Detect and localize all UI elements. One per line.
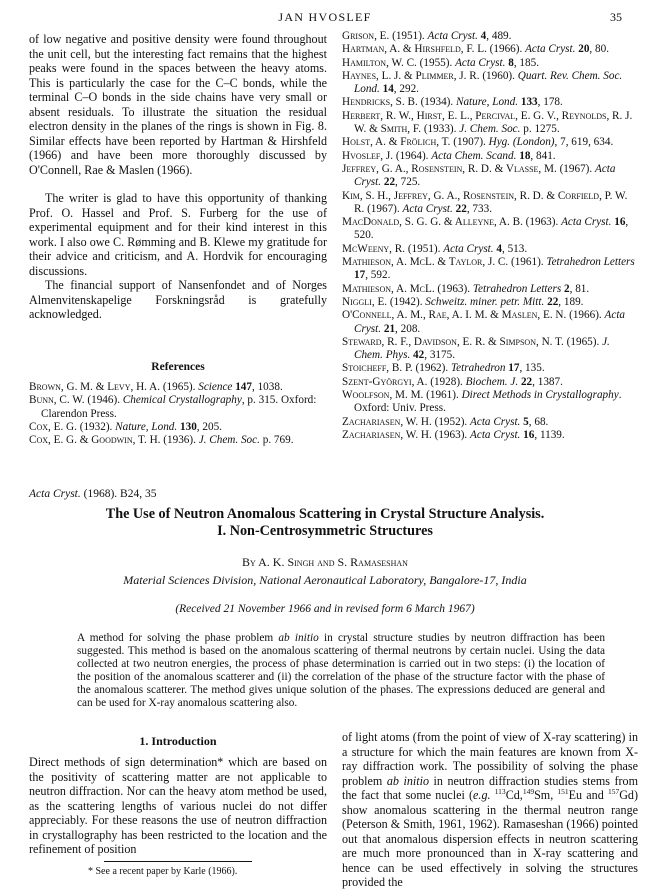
reference-journal: Acta Cryst. — [354, 162, 616, 189]
reference-entry — [29, 434, 327, 447]
reference-authors: Woolfson, M. M. — [342, 389, 424, 402]
citation-details: (1968). B24, 35 — [80, 488, 157, 500]
reference-journal: Nature, Lond. — [115, 420, 178, 433]
reference-year: (1966). — [566, 309, 605, 322]
abstract-text-start: A method for solving the phase problem — [77, 632, 279, 644]
reference-volume: 17 — [508, 362, 520, 375]
reference-volume: 16 — [614, 216, 626, 229]
reference-entry — [342, 296, 638, 309]
reference-year: (1933). — [421, 123, 460, 136]
reference-volume: 16 — [523, 428, 535, 441]
introduction-paragraph: Direct methods of sign determination* which are based on the positivity of scattering matter are not applicable to neutron diffraction. Nor can the heavy atom method be used, as the scattering lengths of various nuclei do not differ appreciably. For these reasons the use of neutron diffraction in crystallography has been restricted to the location and the refinement of position — [29, 755, 327, 856]
reference-entry — [342, 256, 638, 283]
intro-text-b: in neutron diffraction studies stems from the fact that some nuclei ( — [342, 773, 639, 802]
reference-pages: , 520. — [354, 216, 629, 242]
reference-pages: , 81. — [569, 282, 590, 295]
reference-journal: Chemical Crystallography — [122, 394, 242, 407]
reference-year: (1955). — [416, 56, 456, 69]
reference-year: (1967). — [364, 202, 403, 215]
reference-authors: McWeeny, R. — [342, 242, 406, 255]
reference-entry — [342, 389, 638, 416]
article-title — [0, 506, 650, 540]
reference-pages: , 725. — [395, 176, 421, 189]
reference-year: (1962). — [412, 362, 451, 375]
reference-journal: Acta Cryst. — [402, 202, 453, 215]
reference-journal: Acta Cryst. — [427, 30, 478, 42]
reference-pages: , 205. — [196, 420, 222, 433]
reference-year: (1964). — [393, 149, 432, 162]
body-paragraph: of low negative and positive density were found throughout the unit cell, but the interesting fact remains that the highest peaks were found in the spaces between the heavy atoms. This is particularly the case for the C–C bonds, while the terminal C–O bonds in the side chains have very small or absent residuals. To illustrate the situation the residual electron density in the planes of the rings is shown in Fig. 8. Similar effects have been reported by Hartman & Hirshfeld (1966) and have been more thoroughly discussed by O'Connell, Rae & Maslen (1966). — [29, 32, 327, 177]
reference-entry — [342, 416, 638, 429]
reference-entry — [342, 30, 638, 43]
intro-italic-ab-initio: ab initio — [386, 773, 430, 788]
reference-authors: Mathieson, A. McL. — [342, 282, 435, 295]
reference-pages: p. 1275. — [520, 123, 560, 136]
reference-year: (1942). — [387, 295, 426, 308]
reference-volume: 133 — [520, 96, 538, 109]
reference-entry — [342, 243, 638, 256]
reference-year: (1951). — [389, 30, 428, 42]
running-header-title: JAN HVOSLEF — [278, 10, 372, 24]
reference-journal: Direct Methods in Crystallography — [461, 389, 619, 402]
reference-entry — [29, 421, 327, 434]
reference-journal: Nature, Lond. — [455, 96, 519, 109]
introduction-right-column — [342, 730, 638, 890]
reference-journal: Schweitz. miner. petr. Mitt. — [425, 295, 545, 308]
reference-volume: 8 — [508, 56, 514, 69]
reference-authors: Mathieson, A. McL. & Taylor, J. C. — [342, 256, 509, 269]
reference-volume: 2 — [564, 282, 570, 295]
article-citation — [29, 488, 156, 500]
element-eu: Eu and — [568, 788, 608, 802]
reference-pages: , 841. — [530, 149, 556, 162]
citation-journal: Acta Cryst. — [29, 488, 81, 500]
introduction-left-column — [29, 755, 327, 857]
element-sm: Sm, — [534, 788, 558, 802]
reference-pages: , 1139. — [534, 428, 565, 441]
reference-volume: 4 — [496, 242, 502, 255]
reference-authors: Szent-Györgyi, A. — [342, 375, 428, 388]
reference-authors: Grison, E. — [342, 30, 390, 42]
reference-entry — [29, 381, 327, 394]
reference-journal: Acta Chem. Scand. — [431, 149, 517, 162]
isotope-mass-cd: 113 — [494, 786, 506, 796]
reference-volume: 42 — [413, 349, 425, 362]
reference-year: (1907). — [450, 136, 489, 149]
abstract-text-rest: in crystal structure studies by neutron diffraction has been suggested. This method is based on the anomalous scattering of thermal neutrons by certain nuclei. Using the data collected at two neutron energies, the process of phase determination is carried out in two steps: (i) the location of the position of the anomalous scatterer and (ii) the correlation of the phase of the structure factor with the phase of the anomalous scatterer. The method gives unique solution of the phases. The expressions deduced are general and can be used for X-ray anomalous scattering also. — [77, 632, 605, 710]
reference-year: (1963). — [434, 282, 473, 295]
reference-journal: Tetrahedron — [450, 362, 506, 375]
reference-pages: , 189. — [558, 295, 584, 308]
reference-pages: p. 769. — [259, 434, 294, 447]
reference-journal: Quart. Rev. Chem. Soc. Lond. — [354, 69, 623, 96]
reference-journal: Hyg. (London) — [488, 136, 555, 149]
reference-year: (1967). — [556, 162, 595, 175]
reference-volume: 130 — [180, 420, 197, 433]
reference-entry — [342, 96, 638, 109]
reference-entry — [342, 336, 638, 363]
reference-year: (1966). — [486, 43, 526, 56]
isotope-mass-gd: 157 — [607, 786, 620, 796]
reference-entry — [342, 190, 638, 217]
reference-pages: , 1387. — [532, 375, 563, 388]
reference-journal: Tetrahedron Letters — [546, 256, 635, 269]
reference-journal: Science — [198, 381, 233, 393]
reference-pages: , 80. — [589, 43, 609, 56]
abstract-italic: ab initio — [278, 632, 319, 644]
reference-volume: 22 — [547, 295, 559, 308]
reference-journal: Acta Cryst. — [470, 428, 521, 441]
reference-journal: J. Chem. Phys. — [354, 335, 610, 362]
reference-pages: , 1038. — [251, 381, 283, 393]
author-ramaseshan: S. Ramaseshan — [337, 555, 408, 569]
reference-authors: Cox, E. G. & Goodwin, T. H. — [29, 434, 161, 447]
reference-pages: , p. 315. Oxford: Clarendon Press. — [41, 394, 317, 420]
reference-authors: Stoicheff, B. P. — [342, 362, 413, 375]
reference-journal: J. Chem. Soc. — [198, 434, 260, 447]
reference-journal: Tetrahedron Letters — [472, 282, 562, 295]
reference-entry — [342, 362, 638, 375]
reference-volume: 22 — [520, 375, 533, 388]
reference-entry — [342, 376, 638, 389]
reference-pages: , 513. — [501, 242, 528, 255]
reference-year: (1963). — [522, 216, 562, 229]
abstract — [77, 632, 605, 711]
reference-pages: , 489. — [486, 30, 512, 42]
reference-journal: Acta Cryst. — [525, 43, 576, 56]
reference-volume: 22 — [455, 202, 467, 215]
reference-pages: , 3175. — [424, 349, 455, 362]
reference-pages: . Oxford: Univ. Press. — [354, 389, 622, 415]
reference-entry — [342, 150, 638, 163]
reference-authors: O'Connell, A. M., Rae, A. I. M. & Maslen, E. N. — [342, 309, 567, 322]
reference-authors: Kim, S. H., Jeffrey, G. A., Rosenstein, R. D. & Corfield, P. W. R. — [342, 189, 628, 215]
reference-volume: 14 — [382, 83, 394, 96]
intro-italic-eg: e.g. — [473, 788, 491, 802]
reference-year: (1932). — [76, 420, 116, 433]
reference-volume: 147 — [235, 381, 252, 393]
reference-journal: J. Chem. Soc. — [459, 123, 521, 136]
element-cd: Cd, — [505, 788, 523, 802]
reference-entry — [342, 43, 638, 56]
author-affiliation: Material Sciences Division, National Aeronautical Laboratory, Bangalore-17, India — [123, 573, 527, 587]
received-dates: (Received 21 November 1966 and in revised form 6 March 1967) — [175, 603, 475, 615]
reference-authors: Niggli, E. — [342, 295, 388, 308]
reference-authors: Zachariasen, W. H. — [342, 428, 432, 441]
reference-authors: Hvoslef, J. — [342, 149, 394, 162]
previous-article-left-column — [29, 32, 327, 322]
reference-year: (1960). — [479, 69, 518, 82]
references-heading: References — [151, 361, 205, 373]
reference-pages: , 185. — [513, 56, 539, 69]
reference-entry — [342, 136, 638, 149]
reference-year: (1961). — [423, 389, 462, 402]
reference-pages: , 733. — [466, 202, 492, 215]
reference-volume: 20 — [578, 43, 590, 56]
reference-authors: Holst, A. & Frölich, T. — [342, 136, 451, 149]
isotope-mass-sm: 149 — [522, 786, 535, 796]
reference-year: (1961). — [508, 256, 547, 269]
references-list-left — [29, 381, 327, 447]
reference-entry — [342, 309, 638, 336]
reference-year: (1965). — [563, 335, 603, 348]
reference-authors: Haynes, L. J. & Plimmer, J. R. — [342, 69, 480, 82]
reference-authors: Jeffrey, G. A., Rosenstein, R. D. & Vlasse, M. — [342, 162, 557, 175]
reference-authors: Hamilton, W. C. — [342, 56, 417, 69]
reference-volume: 17 — [354, 269, 366, 282]
reference-authors: Brown, G. M. & Levy, H. A. — [29, 381, 161, 393]
reference-pages: , 68. — [528, 415, 549, 428]
article-title-line-1: The Use of Neutron Anomalous Scattering in Crystal Structure Analysis. — [105, 506, 545, 522]
reference-pages: , 7, 619, 634. — [554, 136, 614, 149]
reference-volume: 5 — [523, 415, 529, 428]
article-title-line-2: I. Non-Centrosymmetric Structures — [217, 523, 433, 539]
reference-journal: Acta Cryst. — [443, 242, 494, 255]
reference-year: (1936). — [160, 434, 199, 447]
reference-authors: Zachariasen, W. H. — [342, 415, 432, 428]
by-label: By — [242, 555, 259, 569]
reference-volume: 22 — [383, 176, 396, 189]
reference-entry — [29, 394, 327, 421]
references-list-right — [342, 30, 638, 442]
and-label: and — [314, 555, 338, 569]
reference-year: (1928). — [427, 375, 466, 388]
reference-pages: , 178. — [537, 96, 563, 109]
reference-pages: , 592. — [365, 269, 391, 282]
reference-entry — [342, 216, 638, 243]
isotope-mass-eu: 151 — [557, 786, 569, 796]
introduction-continued-paragraph — [342, 730, 638, 890]
reference-year: (1965). — [160, 381, 199, 393]
reference-authors: Herbert, R. W., Hirst, E. L., Percival, E. G. V., Reynolds, R. J. W. & Smith, F. — [342, 109, 633, 136]
reference-year: (1934). — [417, 96, 456, 109]
reference-entry — [342, 163, 638, 190]
footnote: * See a recent paper by Karle (1966). — [88, 866, 238, 877]
reference-volume: 18 — [519, 149, 531, 162]
reference-entry — [342, 429, 638, 442]
reference-entry — [342, 70, 638, 97]
reference-entry — [342, 57, 638, 70]
intro-text-c: Gd) show anomalous scattering in the thermal neutron range (Peterson & Smith, 1961, 1962). Ramaseshan (1966) pointed out that anomalous dispersion effects in neutron scattering are much more pronounced than in X-ray scattering and hence can be used effectively in solving the structures provided the — [342, 788, 638, 889]
reference-authors: Hendricks, S. B. — [342, 96, 418, 109]
author-singh: A. K. Singh — [258, 555, 315, 569]
reference-year: (1946). — [84, 394, 123, 407]
reference-pages: , 135. — [519, 362, 545, 375]
reference-authors: Cox, E. G. — [29, 420, 77, 433]
reference-journal: Biochem. J. — [465, 375, 519, 388]
reference-year: (1952). — [431, 415, 471, 428]
reference-volume: 21 — [383, 322, 396, 335]
reference-pages: , 208. — [395, 322, 421, 335]
article-authors — [0, 555, 650, 570]
reference-year: (1963). — [431, 428, 471, 441]
reference-journal: Acta Cryst. — [455, 56, 506, 69]
page-number: 35 — [610, 10, 622, 24]
reference-volume: 4 — [480, 30, 487, 42]
section-heading-introduction: 1. Introduction — [139, 734, 217, 748]
reference-authors: Hartman, A. & Hirshfeld, F. L. — [342, 43, 487, 56]
reference-pages: , 292. — [393, 83, 419, 96]
intro-text-a: of light atoms (from the point of view of X-ray scattering) in a structure for which the main features are known from X-ray diffraction work. The possibility of solving the phase problem — [342, 730, 638, 788]
reference-authors: Bunn, C. W. — [29, 394, 85, 407]
reference-year: (1951). — [405, 242, 444, 255]
reference-journal: Acta Cryst. — [561, 216, 612, 229]
reference-journal: Acta Cryst. — [470, 415, 521, 428]
reference-journal: Acta Cryst. — [354, 309, 626, 335]
reference-entry — [342, 283, 638, 296]
reference-authors: MacDonald, S. G. G. & Alleyne, A. B. — [342, 216, 523, 229]
acknowledgement-paragraph: The writer is glad to have this opportunity of thanking Prof. O. Hassel and Prof. S. Furberg for the use of experimental equipment and for their kind interest in this work. I also owe C. Rømming and B. Klewe my gratitude for their advice and criticism, and A. Hordvik for encouraging discussions. — [29, 191, 327, 278]
footnote-divider — [104, 861, 252, 862]
reference-entry — [342, 110, 638, 137]
financial-support-paragraph: The financial support of Nansenfondet and of Norges Almenvitenskapelige Forskningsråd is gratefully acknowledged. — [29, 278, 327, 321]
reference-authors: Steward, R. F., Davidson, E. R. & Simpson, N. T. — [342, 335, 564, 348]
